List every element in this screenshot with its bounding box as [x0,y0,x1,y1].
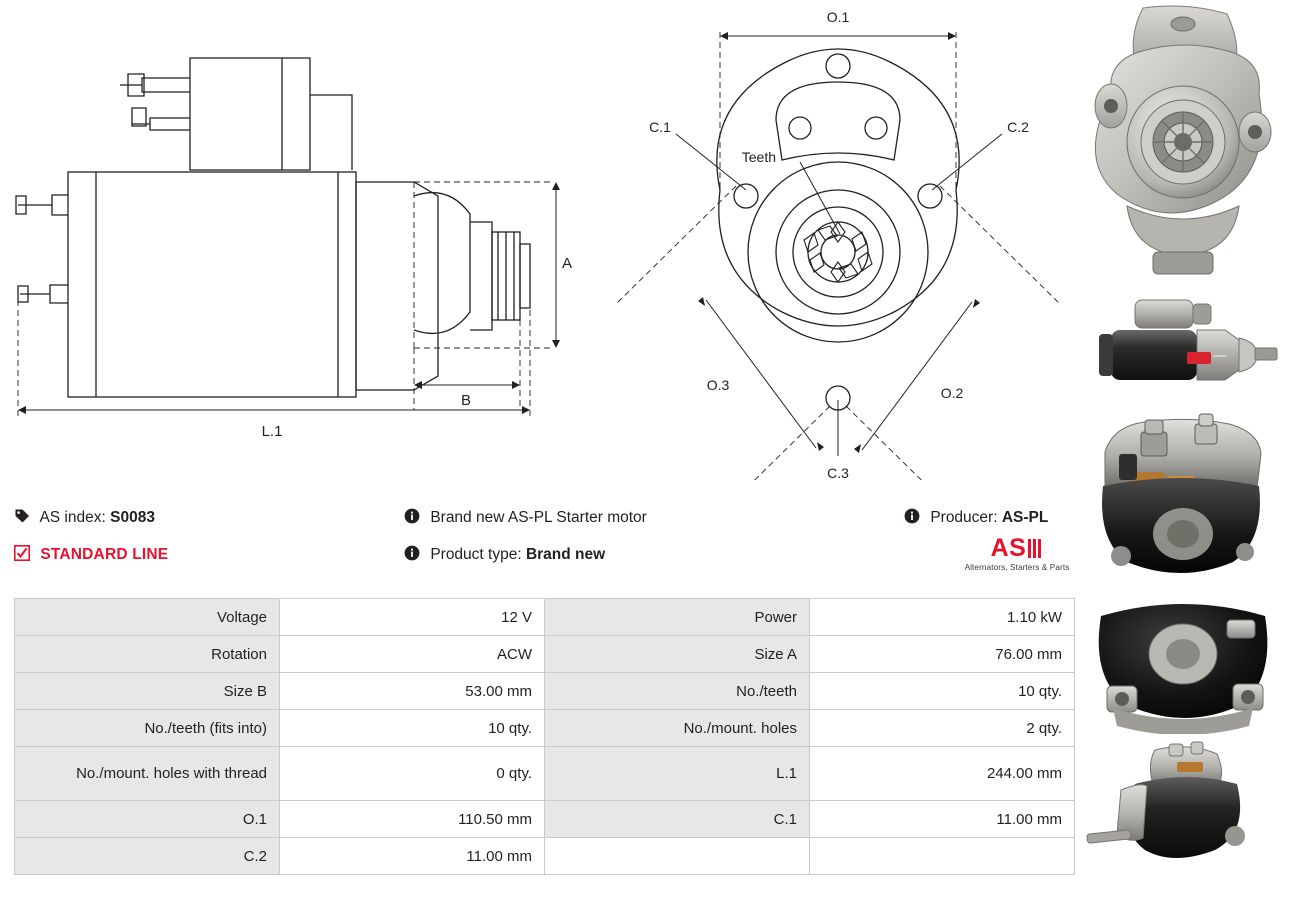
front-view-drawing [600,0,1075,480]
dim-label-L1: L.1 [261,423,283,440]
table-row [15,636,1075,673]
spec-label: C.1 [545,801,810,838]
as-index-value: S0083 [110,509,155,526]
spec-label: No./mount. holes [545,710,810,747]
spec-value: 2 qty. [810,710,1075,747]
spec-value: 110.50 mm [280,801,545,838]
table-row [15,747,1075,801]
spec-label: No./teeth (fits into) [15,710,280,747]
dim-label-C3: C.3 [827,465,849,480]
spec-label: C.2 [15,838,280,875]
info-icon [404,545,420,561]
spec-value: 10 qty. [810,673,1075,710]
spec-label: L.1 [545,747,810,801]
as-index [14,508,155,528]
standard-line-badge [14,545,168,565]
spec-label: Voltage [15,599,280,636]
info-icon [904,508,920,524]
spec-value: 244.00 mm [810,747,1075,801]
aspl-logo-text: AS [990,534,1027,562]
starter-motor-photo-front-angle [1083,2,1283,280]
dim-label-C2: C.2 [1007,119,1029,135]
spec-value: 12 V [280,599,545,636]
spec-value: 11.00 mm [810,801,1075,838]
specifications-table [14,598,1075,875]
dim-label-B: B [460,392,472,409]
tag-icon [14,508,30,524]
spec-value: 10 qty. [280,710,545,747]
table-row [15,710,1075,747]
starter-motor-photo-rear [1083,586,1283,734]
product-info-bar [14,500,1074,588]
spec-label: Power [545,599,810,636]
spec-value: ACW [280,636,545,673]
spec-value: 1.10 kW [810,599,1075,636]
dim-label-C1: C.1 [649,119,671,135]
starter-motor-photo-side [1083,286,1283,404]
spec-value: 11.00 mm [280,838,545,875]
table-row [15,838,1075,875]
dim-label-A: A [561,255,573,272]
producer-value: AS-PL [1001,509,1049,526]
spec-value: 0 qty. [280,747,545,801]
producer-label: Producer: [930,509,998,526]
dim-label-O3: O.3 [706,377,730,393]
spec-value: 53.00 mm [280,673,545,710]
spec-empty-cell [545,838,810,875]
technical-drawings [0,0,1075,480]
spec-label: O.1 [15,801,280,838]
spec-empty-cell [810,838,1075,875]
side-view-drawing [0,0,620,470]
aspl-logo-subtitle: Alternators, Starters & Parts [964,563,1070,572]
check-box-icon [14,545,30,561]
brand-new-note [404,508,647,528]
dim-label-teeth: Teeth [741,149,776,165]
spec-label: No./mount. holes with thread [15,747,280,801]
standard-line-text: STANDARD LINE [40,546,169,563]
aspl-logo-bars [1028,539,1043,558]
starter-motor-photo-solenoid-detail [1083,410,1283,580]
as-index-label: AS index: [39,509,106,526]
starter-motor-photo-angled [1083,740,1283,865]
product-type [404,545,605,565]
spec-value: 76.00 mm [810,636,1075,673]
brand-new-text: Brand new AS-PL Starter motor [430,509,647,526]
table-row [15,801,1075,838]
product-photo-gallery [1075,0,1290,898]
spec-label: Size A [545,636,810,673]
table-row [15,673,1075,710]
table-row [15,599,1075,636]
producer [904,508,1048,528]
product-type-value: Brand new [525,546,606,563]
product-type-label: Product type: [430,546,522,563]
aspl-logo [959,536,1075,572]
dim-label-O2: O.2 [940,385,964,401]
info-icon [404,508,420,524]
spec-label: Size B [15,673,280,710]
spec-label: Rotation [15,636,280,673]
spec-label: No./teeth [545,673,810,710]
dim-label-O1: O.1 [826,9,850,25]
